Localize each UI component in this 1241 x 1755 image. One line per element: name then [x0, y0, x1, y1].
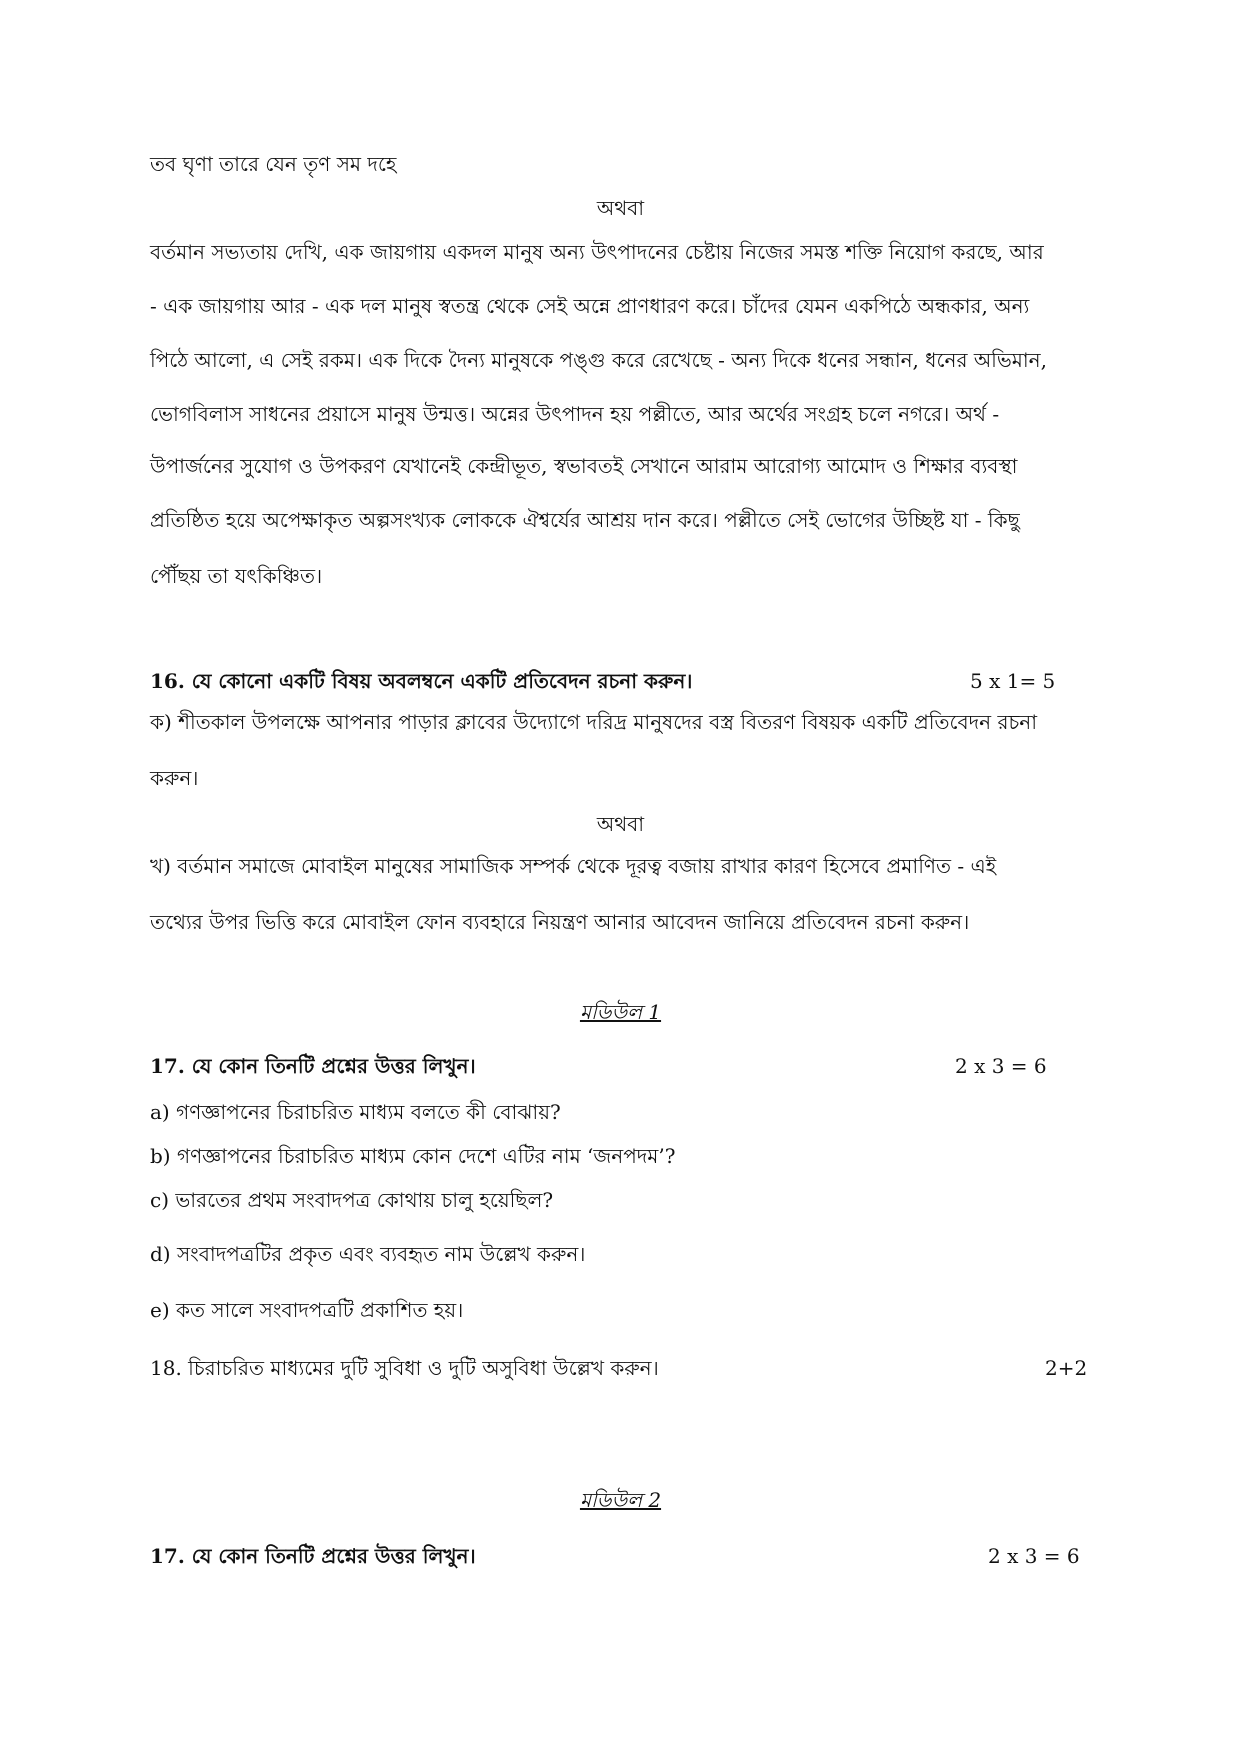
module-1-question-17-marks: 2 x 3 = 6 — [955, 1054, 1047, 1078]
module-1-question-17-heading: 17. যে কোন তিনটি প্রশ্নের উত্তর লিখুন। — [150, 1054, 476, 1078]
poem-line: তব ঘৃণা তারে যেন তৃণ সম দহে — [150, 152, 397, 176]
question-16-heading: 16. যে কোনো একটি বিষয় অবলম্বনে একটি প্রতিবেদন রচনা করুন। — [150, 669, 693, 693]
or-divider: অথবা — [596, 196, 645, 220]
question-item: a) গণজ্ঞাপনের চিরাচরিত মাধ্যম বলতে কী বোঝায়? — [150, 1100, 561, 1124]
question-item: d) সংবাদপত্রটির প্রকৃত এবং ব্যবহৃত নাম উল্লেখ করুন। — [150, 1242, 586, 1266]
prose-line: - এক জায়গায় আর - এক দল মানুষ স্বতন্ত্র থেকে সেই অন্নে প্রাণধারণ করে। চাঁদের যেমন একপিঠে অন্ধকার, অন্য — [150, 294, 1030, 318]
question-18-marks: 2+2 — [1045, 1356, 1088, 1380]
question-item: c) ভারতের প্রথম সংবাদপত্র কোথায় চালু হয়েছিল? — [150, 1188, 554, 1212]
module-2-title: মডিউল 2 — [579, 1488, 662, 1512]
module-2-question-17-heading: 17. যে কোন তিনটি প্রশ্নের উত্তর লিখুন। — [150, 1544, 476, 1568]
prose-line: বর্তমান সভ্যতায় দেখি, এক জায়গায় একদল মানুষ অন্য উৎপাদনের চেষ্টায় নিজের সমস্ত শক্তি নিয়োগ করছে, আর — [150, 240, 1044, 264]
prose-line: উপার্জনের সুযোগ ও উপকরণ যেখানেই কেন্দ্রীভূত, স্বভাবতই সেখানে আরাম আরোগ্য আমোদ ও শিক্ষার ব্যবস্থা — [150, 454, 1018, 478]
question-18: 18. চিরাচরিত মাধ্যমের দুটি সুবিধা ও দুটি অসুবিধা উল্লেখ করুন। — [150, 1356, 659, 1380]
question-16-option-ka-cont: করুন। — [150, 766, 199, 790]
question-item: e) কত সালে সংবাদপত্রটি প্রকাশিত হয়। — [150, 1298, 464, 1322]
prose-line: পিঠে আলো, এ সেই রকম। এক দিকে দৈন্য মানুষকে পঙ্গু করে রেখেছে - অন্য দিকে ধনের সন্ধান, ধনের অভিমান, — [150, 348, 1047, 372]
question-16-option-ka: ক) শীতকাল উপলক্ষে আপনার পাড়ার ক্লাবের উদ্যোগে দরিদ্র মানুষদের বস্ত্র বিতরণ বিষয়ক একটি প্রতিবেদন রচনা — [150, 710, 1038, 734]
module-2-question-17-marks: 2 x 3 = 6 — [988, 1544, 1080, 1568]
module-1-title: মডিউল 1 — [579, 1000, 662, 1024]
prose-line: পৌঁছয় তা যৎকিঞ্চিত। — [150, 564, 323, 588]
or-divider: অথবা — [596, 812, 645, 836]
question-item: b) গণজ্ঞাপনের চিরাচরিত মাধ্যম কোন দেশে এটির নাম ‘জনপদম’? — [150, 1144, 676, 1168]
prose-line: ভোগবিলাস সাধনের প্রয়াসে মানুষ উন্মত্ত। অন্নের উৎপাদন হয় পল্লীতে, আর অর্থের সংগ্রহ চলে নগরে। অর্থ - — [150, 402, 1000, 426]
question-16-marks: 5 x 1= 5 — [970, 669, 1056, 693]
question-16-option-kha-cont: তথ্যের উপর ভিত্তি করে মোবাইল ফোন ব্যবহারে নিয়ন্ত্রণ আনার আবেদন জানিয়ে প্রতিবেদন রচনা করুন। — [150, 910, 970, 934]
prose-line: প্রতিষ্ঠিত হয়ে অপেক্ষাকৃত অল্পসংখ্যক লোককে ঐশ্বর্যের আশ্রয় দান করে। পল্লীতে সেই ভোগের উচ্ছিষ্ট যা - কিছু — [150, 508, 1020, 532]
question-16-option-kha: খ) বর্তমান সমাজে মোবাইল মানুষের সামাজিক সম্পর্ক থেকে দূরত্ব বজায় রাখার কারণ হিসেবে প্রমাণিত - এই — [150, 854, 997, 878]
